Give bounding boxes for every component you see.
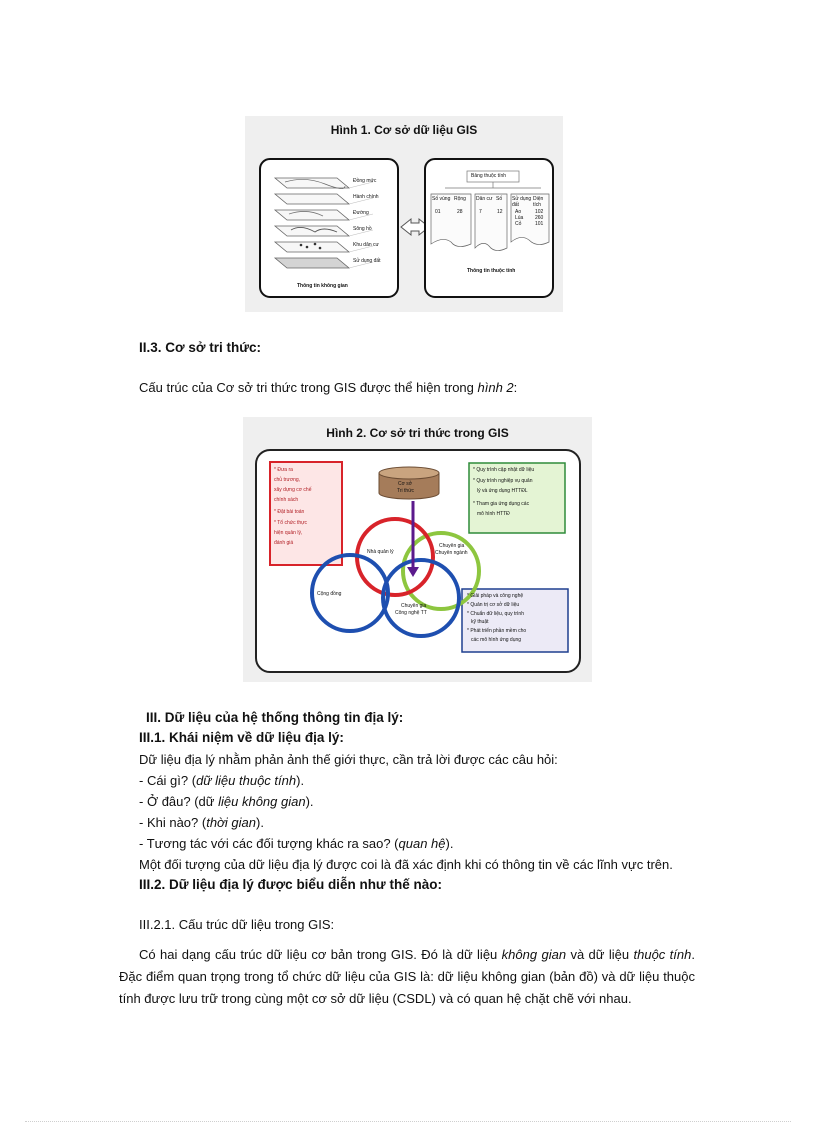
layer-label-3: Đường — [353, 210, 369, 216]
table-value-6: 102 260 101 — [535, 209, 544, 227]
table-value-5: Ao Lúa Cỏ — [515, 209, 524, 227]
bottom-box-line-2: * Quản trị cơ sở dữ liệu — [467, 602, 520, 608]
table-value-2: 28 — [457, 209, 463, 215]
layer-label-6: Sử dụng đất — [353, 258, 381, 264]
para-part-2: và dữ liệu — [566, 947, 634, 962]
para-part-1: Có hai dạng cấu trúc dữ liệu cơ bản trong GIS. Đó là dữ liệu — [139, 947, 502, 962]
attribute-info-caption: Thông tin thuộc tính — [467, 268, 516, 274]
question-2 — [139, 792, 314, 812]
question-1-post: ). — [296, 773, 305, 788]
figure-1-title: Hình 1. Cơ sở dữ liệu GIS — [330, 123, 478, 137]
circle-community-label: Cộng đồng — [317, 591, 342, 597]
table-header-6: Diện tích — [533, 196, 544, 208]
section-3-1-heading: III.1. Khái niệm về dữ liệu địa lý: — [139, 730, 344, 745]
question-1-em: dữ liệu thuộc tính — [196, 773, 297, 788]
bottom-box-line-4: kỹ thuật — [471, 619, 489, 625]
table-value-1: 01 — [435, 209, 441, 215]
layer-label-2: Hành chính — [353, 194, 379, 200]
intro-end: : — [513, 380, 518, 395]
bottom-box-line-1: * Giải pháp và công nghệ — [467, 593, 524, 599]
section-3-2-heading: III.2. Dữ liệu địa lý được biểu diễn như thế nào: — [139, 877, 442, 892]
layer-label-1: Đồng mức — [353, 178, 377, 184]
circle-expert-label-2: Chuyên ngành — [435, 550, 468, 556]
left-box-line-1: * Đưa ra — [274, 467, 293, 473]
intro-text: Cấu trúc của Cơ sở tri thức trong GIS được thể hiện trong — [139, 380, 478, 395]
left-box-line-6: * Tổ chức thực — [274, 520, 308, 526]
db-label-1: Cơ sở — [398, 481, 413, 487]
right-box-line-1: * Quy trình cập nhật dữ liệu — [473, 467, 535, 473]
bottom-box-line-5: * Phát triển phần mềm cho — [467, 628, 527, 634]
question-2-pre: - Ở đâu? (dữ — [139, 794, 219, 809]
section-3-heading: III. Dữ liệu của hệ thống thông tin địa lý: — [146, 710, 404, 725]
right-box-line-3: lý và ứng dụng HTTĐL — [477, 488, 528, 494]
circle-tech-label-1: Chuyên gia — [401, 603, 427, 609]
question-2-post: ). — [305, 794, 314, 809]
figure-1 — [245, 116, 563, 312]
left-box-line-8: đánh giá — [274, 540, 294, 546]
question-3-em: thời gian — [206, 815, 256, 830]
section-3-1-intro: Dữ liệu địa lý nhằm phản ảnh thế giới thực, cần trả lời được các câu hỏi: — [139, 752, 558, 767]
page-bottom-divider — [25, 1121, 791, 1122]
table-header-3: Dân cư — [476, 196, 493, 202]
circle-expert-label-1: Chuyên gia — [439, 543, 465, 549]
table-value-3: 7 — [479, 209, 482, 215]
para-em-1: không gian — [501, 947, 567, 962]
question-3-pre: - Khi nào? ( — [139, 815, 207, 830]
bottom-box-line-3: * Chuẩn dữ liệu, quy trình — [467, 611, 524, 617]
question-1 — [139, 771, 304, 791]
question-3 — [139, 813, 264, 833]
circle-tech-label-2: Công nghệ TT — [395, 610, 427, 616]
table-header-5: Sử dụng đất — [512, 196, 532, 208]
circle-manager-label: Nhà quản lý — [367, 549, 394, 555]
table-header-1: Số vùng — [432, 196, 451, 202]
question-3-post: ). — [255, 815, 264, 830]
section-2-3-intro — [139, 378, 517, 398]
question-2-em: liệu không gian — [218, 794, 306, 809]
left-box-line-3: xây dựng cơ chế — [274, 487, 312, 493]
figure-2 — [243, 417, 592, 682]
left-box-line-2: chủ trương, — [274, 477, 301, 483]
table-header-4: Số — [496, 196, 503, 202]
table-header-2: Rộng — [454, 196, 466, 202]
para-part-3: . Đặc điểm quan trọng trong tổ chức dữ liệu của GIS là: dữ liệu không gian (bản đồ) và dữ liệu thuộc tính được lưu trữ trong cùng một cơ sở dữ liệu (CSDL) và có quan hệ chặt chẽ với nhau. — [119, 947, 695, 1006]
left-box-line-7: hiện quản lý, — [274, 530, 303, 536]
table-value-4: 12 — [497, 209, 503, 215]
right-box-line-5: mô hình HTTĐ — [477, 511, 510, 517]
right-box-line-2: * Quy trình nghiệp vụ quản — [473, 478, 533, 484]
spatial-info-caption: Thông tin không gian — [297, 283, 348, 289]
section-3-2-1-heading: III.2.1. Cấu trúc dữ liệu trong GIS: — [139, 917, 335, 932]
question-4-post: ). — [445, 836, 454, 851]
question-4 — [139, 834, 453, 854]
left-box-line-5: * Đặt bài toán — [274, 509, 305, 515]
intro-figure-ref: hình 2 — [477, 380, 514, 395]
question-1-pre: - Cái gì? ( — [139, 773, 197, 788]
question-4-em: quan hệ — [398, 836, 446, 851]
right-box-line-4: * Tham gia ứng dụng các — [473, 501, 530, 507]
attribute-table-title: Bảng thuộc tính — [471, 173, 507, 179]
left-box-line-4: chính sách — [274, 497, 299, 503]
section-3-1-conclusion: Một đối tượng của dữ liệu địa lý được coi là đã xác định khi có thông tin về các lĩnh vực trên. — [139, 857, 673, 872]
bottom-box-line-6: các mô hình ứng dụng — [471, 637, 522, 643]
question-4-pre: - Tương tác với các đối tượng khác ra sao? ( — [139, 836, 399, 851]
db-label-2: Tri thức — [397, 488, 415, 494]
section-2-3-heading: II.3. Cơ sở tri thức: — [139, 340, 261, 355]
layer-label-5: Khu dân cư — [353, 242, 379, 248]
layer-label-4: Sông hồ — [353, 226, 372, 232]
para-em-2: thuộc tính — [633, 947, 692, 962]
figure-2-title: Hình 2. Cơ sở tri thức trong GIS — [326, 426, 509, 440]
figure-2-diagram — [243, 417, 592, 682]
section-3-2-1-paragraph — [119, 944, 695, 1010]
